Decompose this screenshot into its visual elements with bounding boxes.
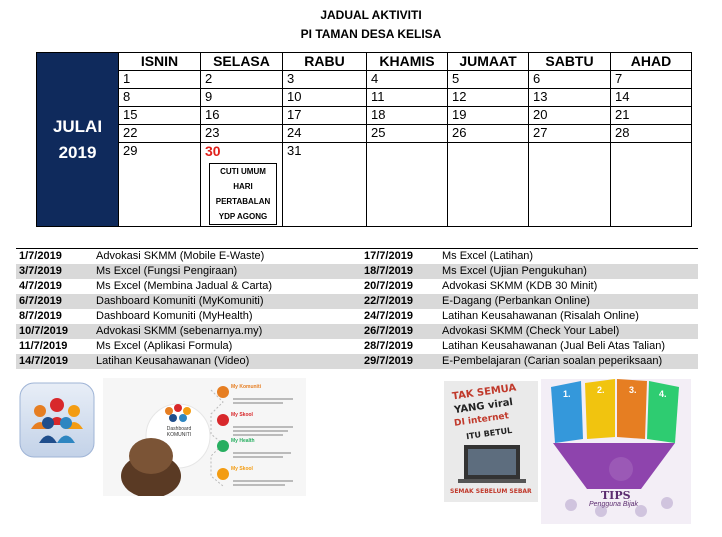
day-header: JUMAAT	[448, 53, 529, 71]
dashboard-komuniti-image: Dashboard KOMUNITI My Komuniti My Skool My Health My Skool	[103, 378, 306, 496]
day-cell	[529, 143, 611, 227]
day-cell: 27	[529, 125, 611, 143]
schedule-table	[16, 248, 698, 369]
holiday-note: CUTI UMUM HARI PERTABALAN YDP AGONG	[209, 163, 277, 225]
day-cell	[367, 143, 448, 227]
day-cell: 14	[611, 89, 692, 107]
calendar-table	[36, 52, 692, 227]
day-cell: 9	[201, 89, 283, 107]
day-cell: 26	[448, 125, 529, 143]
tips-infographic-image: 1. 2. 3. 4. TIPS Pengguna Bijak	[541, 379, 691, 524]
viral-poster-image: TAK SEMUA YANG viral DI internet ITU BETUL SEMAK SEBELUM SEBAR	[444, 381, 538, 502]
table-row: 1/7/2019 Advokasi SKMM (Mobile E-Waste) 17/7/2019 Ms Excel (Latihan)	[16, 249, 698, 265]
day-cell: 11	[367, 89, 448, 107]
day-header: RABU	[283, 53, 367, 71]
day-cell: 2	[201, 71, 283, 89]
day-cell: 4	[367, 71, 448, 89]
month-label	[37, 53, 119, 227]
day-cell: 31	[283, 143, 367, 227]
table-row: 6/7/2019 Dashboard Komuniti (MyKomuniti) 22/7/2019 E-Dagang (Perbankan Online)	[16, 294, 698, 309]
day-cell: 12	[448, 89, 529, 107]
holiday-day: 30	[205, 143, 221, 159]
page-title: JADUAL AKTIVITI	[320, 8, 422, 22]
day-cell: 6	[529, 71, 611, 89]
holiday-cell	[201, 143, 283, 227]
day-header: KHAMIS	[367, 53, 448, 71]
day-cell: 17	[283, 107, 367, 125]
day-header: SABTU	[529, 53, 611, 71]
day-cell	[448, 143, 529, 227]
day-header: AHAD	[611, 53, 692, 71]
day-cell: 20	[529, 107, 611, 125]
day-cell: 23	[201, 125, 283, 143]
day-cell: 21	[611, 107, 692, 125]
day-cell: 3	[283, 71, 367, 89]
day-header: SELASA	[201, 53, 283, 71]
app-logo-icon	[18, 381, 96, 459]
dashboard-label: Dashboard KOMUNITI	[166, 426, 192, 438]
day-cell: 25	[367, 125, 448, 143]
day-header: ISNIN	[119, 53, 201, 71]
day-cell: 29	[119, 143, 201, 227]
day-cell: 18	[367, 107, 448, 125]
day-cell: 22	[119, 125, 201, 143]
day-cell: 15	[119, 107, 201, 125]
page-subtitle: PI TAMAN DESA KELISA	[300, 27, 442, 41]
table-row: 4/7/2019 Ms Excel (Membina Jadual & Carta) 20/7/2019 Advokasi SKMM (KDB 30 Minit)	[19, 280, 598, 292]
day-cell: 10	[283, 89, 367, 107]
day-cell: 7	[611, 71, 692, 89]
day-cell: 8	[119, 89, 201, 107]
day-cell: 19	[448, 107, 529, 125]
day-cell: 13	[529, 89, 611, 107]
year-name: 2019	[58, 142, 97, 162]
day-cell: 24	[283, 125, 367, 143]
table-row: 14/7/2019 Latihan Keusahawanan (Video) 29/7/2019 E-Pembelajaran (Carian soalan peperiksaan)	[16, 354, 698, 369]
day-cell	[611, 143, 692, 227]
day-cell: 5	[448, 71, 529, 89]
table-row: 3/7/2019 Ms Excel (Fungsi Pengiraan) 18/7/2019 Ms Excel (Ujian Pengukuhan)	[16, 264, 698, 279]
day-cell: 16	[201, 107, 283, 125]
table-row: 10/7/2019 Advokasi SKMM (sebenarnya.my) 26/7/2019 Advokasi SKMM (Check Your Label)	[16, 324, 698, 339]
day-cell: 1	[119, 71, 201, 89]
month-name: JULAI	[52, 116, 103, 136]
table-row: 11/7/2019 Ms Excel (Aplikasi Formula) 28/7/2019 Latihan Keusahawanan (Jual Beli Atas Talian)	[19, 340, 666, 352]
day-cell: 28	[611, 125, 692, 143]
table-row: 8/7/2019 Dashboard Komuniti (MyHealth) 24/7/2019 Latihan Keusahawanan (Risalah Online)	[19, 310, 639, 322]
